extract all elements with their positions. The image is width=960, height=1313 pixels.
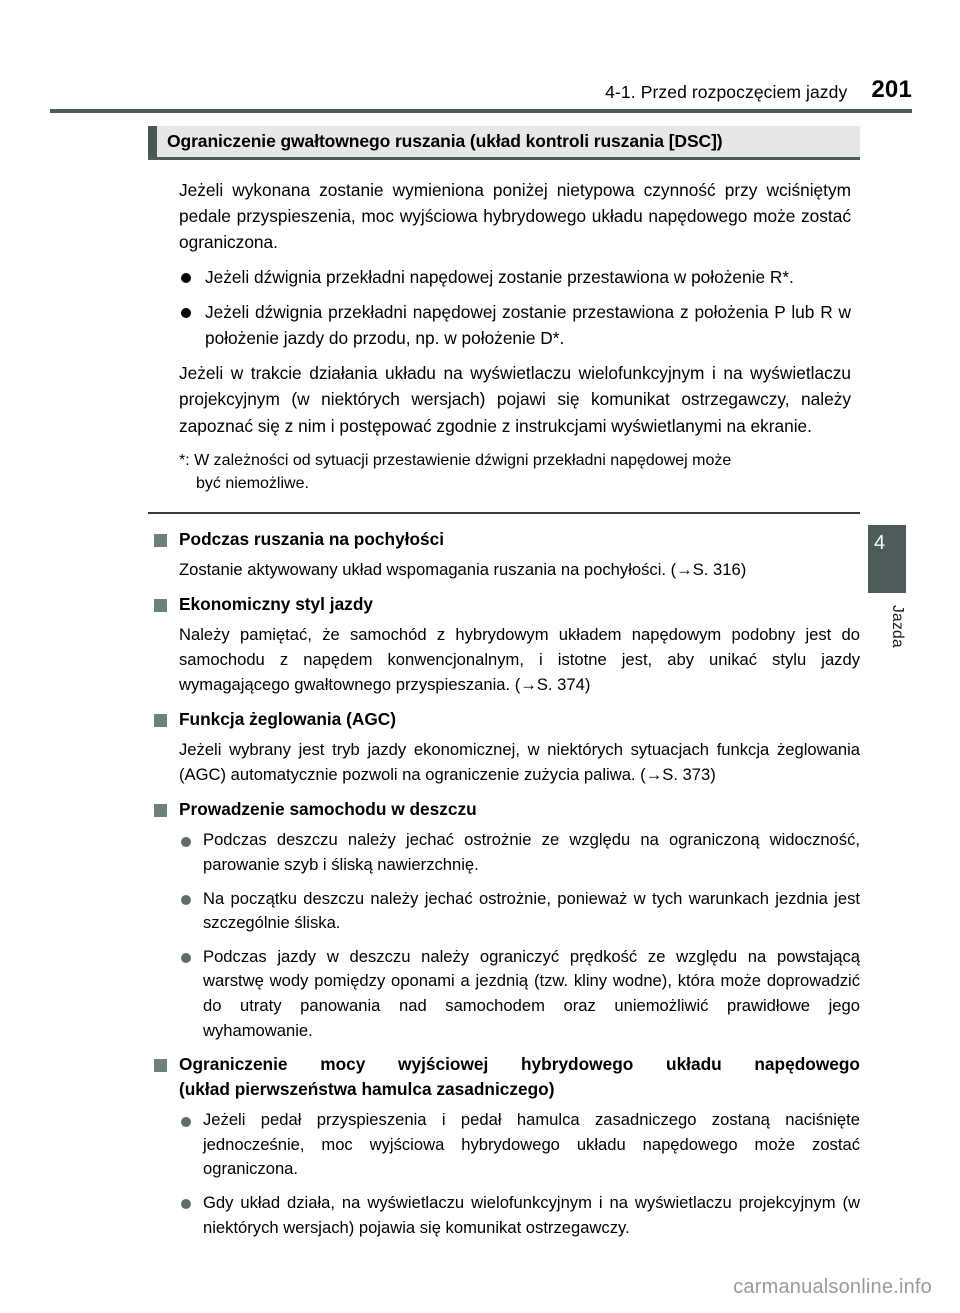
section-heading-prowadzenie-w-deszczu: Prowadzenie samochodu w deszczu bbox=[148, 797, 860, 822]
list-item: Jeżeli pedał przyspieszenia i pedał hamulca zasadniczego zostaną naciśnięte jednocześnie, moc wyjściowa hybrydowego układu napędowego może zostać ograniczona. bbox=[179, 1108, 860, 1182]
section-paragraph-funkcja-zeglowania: Jeżeli wybrany jest tryb jazdy ekonomicznej, w niektórych sytuacjach funkcja żeglowania (AGC) automatycznie pozwoli na ograniczenie zużycia paliwa. (→S. 373) bbox=[179, 740, 860, 784]
page-content bbox=[148, 126, 860, 1249]
header-section-title: 4-1. Przed rozpoczęciem jazdy bbox=[605, 81, 848, 102]
deszcz-bullet-list bbox=[179, 828, 860, 1043]
header-rule bbox=[50, 109, 912, 113]
footnote bbox=[179, 449, 857, 495]
ograniczenie-bullet-list bbox=[179, 1108, 860, 1240]
section-paragraph-ekonomiczny-styl: Należy pamiętać, że samochód z hybrydowym układem napędowym podobny jest do samochodu z napędem konwencjonalnym, i istotne jest, aby unikać stylu jazdy wymagającego gwałtownego przyspieszania. (→S. 374) bbox=[179, 625, 860, 694]
chapter-tab bbox=[868, 525, 906, 593]
heading-line-1: Ograniczenie mocy wyjściowej hybrydowego układu napędowego bbox=[179, 1054, 860, 1075]
chapter-tab-number: 4 bbox=[874, 532, 886, 554]
section-heading-podczas-ruszania: Podczas ruszania na pochyłości bbox=[148, 527, 860, 552]
chapter-tab-label: Jazda bbox=[889, 605, 906, 648]
section-heading-funkcja-zeglowania: Funkcja żeglowania (AGC) bbox=[148, 707, 860, 732]
heading-line-2: (układ pierwszeństwa hamulca zasadniczego) bbox=[179, 1079, 555, 1100]
section-heading-ograniczenie-mocy bbox=[148, 1052, 860, 1102]
list-item: Podczas jazdy w deszczu należy ograniczyć prędkość ze względu na powstającą warstwę wody pomiędzy oponami a jezdnią (tzw. kliny wodne), która może doprowadzić do utraty panowania nad samochodem oraz uniemożliwić prawidłowe jego wyhamowanie. bbox=[179, 945, 860, 1043]
section-divider bbox=[148, 512, 860, 514]
list-item: Na początku deszczu należy jechać ostrożnie, ponieważ w tych warunkach jezdnia jest szczególnie śliska. bbox=[179, 887, 860, 936]
footnote-text: *: W zależności od sytuacji przestawienie dźwigni przekładni napędowej może bbox=[179, 451, 732, 469]
footnote-continuation: być niemożliwe. bbox=[196, 474, 309, 492]
page-number: 201 bbox=[871, 76, 912, 103]
title-accent-bar bbox=[148, 126, 157, 157]
list-item: Jeżeli dźwignia przekładni napędowej zostanie przestawiona z położenia P lub R w położenie jazdy do przodu, np. w położenie D*. bbox=[179, 299, 851, 351]
list-item: Jeżeli dźwignia przekładni napędowej zostanie przestawiona w położenie R*. bbox=[179, 264, 851, 290]
intro-bullet-list bbox=[179, 264, 860, 352]
intro-paragraph-1: Jeżeli wykonana zostanie wymieniona poniżej nietypowa czynność przy wciśniętym pedale przyspieszenia, moc wyjściowa hybrydowego układu napędowego może zostać ograniczona. bbox=[179, 180, 851, 253]
section-paragraph-podczas-ruszania: Zostanie aktywowany układ wspomagania ruszania na pochyłości. (→S. 316) bbox=[179, 559, 747, 579]
list-item: Podczas deszczu należy jechać ostrożnie ze względu na ograniczoną widoczność, parowanie szyb i śliską nawierzchnię. bbox=[179, 828, 860, 877]
section-title-box bbox=[148, 126, 860, 160]
page-header bbox=[0, 68, 960, 102]
watermark: carmanualsonline.info bbox=[733, 1276, 932, 1298]
intro-paragraph-2: Jeżeli w trakcie działania układu na wyświetlaczu wielofunkcyjnym i na wyświetlaczu projekcyjnym (w niektórych wersjach) pojawi się komunikat ostrzegawczy, należy zapoznać się z nim i postępować zgodnie z instrukcjami wyświetlanymi na ekranie. bbox=[179, 363, 851, 436]
list-item: Gdy układ działa, na wyświetlaczu wielofunkcyjnym i na wyświetlaczu projekcyjnym (w niektórych wersjach) pojawia się komunikat ostrzegawczy. bbox=[179, 1191, 860, 1240]
section-title-text: Ograniczenie gwałtownego ruszania (układ kontroli ruszania [DSC]) bbox=[167, 131, 723, 151]
section-heading-ekonomiczny-styl: Ekonomiczny styl jazdy bbox=[148, 592, 860, 617]
